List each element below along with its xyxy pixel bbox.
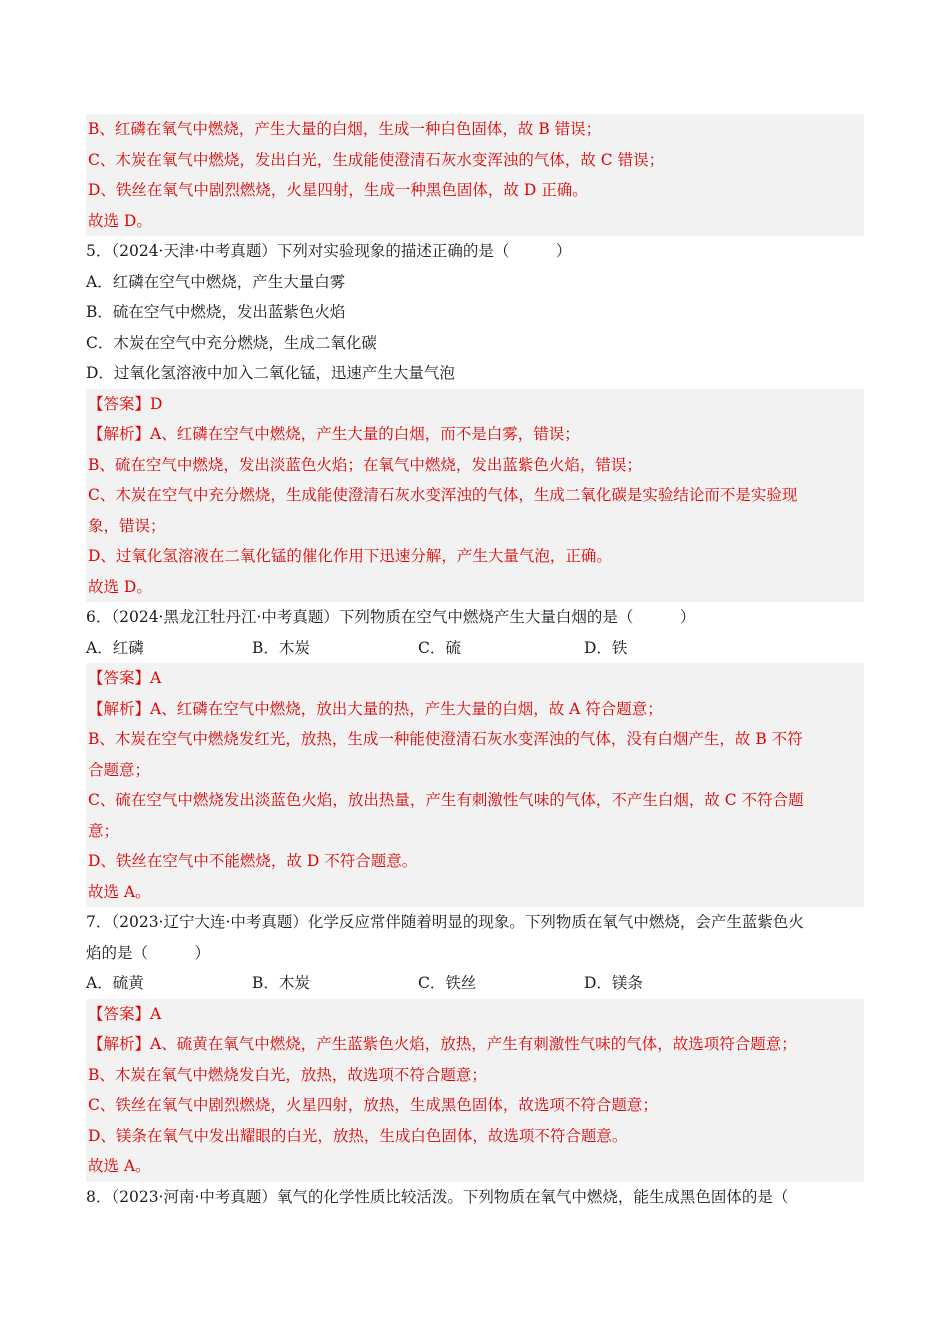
- analysis-line: C、硫在空气中燃烧发出淡蓝色火焰，放出热量，产生有刺激性气味的气体，不产生白烟，故 C 不符合题: [88, 791, 804, 809]
- option-b: B．木炭: [252, 974, 310, 992]
- question-stem: 6．（2024·黑龙江牡丹江·中考真题）下列物质在空气中燃烧产生大量白烟的是（ ）: [86, 608, 696, 626]
- options-row: [86, 968, 864, 999]
- analysis-line: 意；: [88, 821, 120, 840]
- option-b: B．木炭: [252, 638, 310, 657]
- analysis-conclusion: 故选 D。: [88, 577, 152, 596]
- option-a: A．硫黄: [86, 974, 144, 992]
- answer-block-5: [86, 389, 864, 603]
- analysis-conclusion: 故选 A。: [88, 882, 151, 901]
- analysis-conclusion: 故选 A。: [88, 1157, 151, 1175]
- analysis-line: D、过氧化氢溶液在二氧化锰的催化作用下迅速分解，产生大量气泡，正确。: [88, 547, 612, 565]
- analysis-line: B、木炭在氧气中燃烧发白光，放热，故选项不符合题意；: [88, 1065, 487, 1084]
- analysis-line: C、铁丝在氧气中剧烈燃烧，火星四射，放热，生成黑色固体，故选项不符合题意；: [88, 1096, 658, 1114]
- analysis-conclusion: 故选 D。: [88, 211, 152, 230]
- option-d: D．镁条: [584, 974, 643, 992]
- analysis-line: B、红磷在氧气中燃烧，产生大量的白烟，生成一种白色固体，故 B 错误；: [88, 120, 602, 138]
- option-c: C．木炭在空气中充分燃烧，生成二氧化碳: [86, 333, 377, 352]
- analysis-line: 象，错误；: [88, 516, 166, 535]
- question-stem-cont: 焰的是（ ）: [86, 943, 211, 962]
- analysis-line: C、木炭在空气中充分燃烧，生成能使澄清石灰水变浑浊的气体，生成二氧化碳是实验结论而不是实验现: [88, 486, 798, 504]
- question-stem: 5．（2024·天津·中考真题）下列对实验现象的描述正确的是（ ）: [86, 242, 572, 260]
- analysis-line: 【解析】A、硫黄在氧气中燃烧，产生蓝紫色火焰，放热，产生有刺激性气味的气体，故选项符合题意；: [88, 1035, 797, 1053]
- question-7: [86, 907, 864, 999]
- question-6: [86, 602, 864, 663]
- option-c: C．硫: [418, 638, 461, 657]
- analysis-line: 合题意；: [88, 760, 151, 779]
- analysis-line: D、铁丝在空气中不能燃烧，故 D 不符合题意。: [88, 852, 418, 870]
- answer-label: 【答案】A: [88, 669, 162, 687]
- answer-label: 【答案】A: [88, 1004, 162, 1023]
- document-content: [86, 114, 864, 1212]
- option-a: A．红磷: [86, 638, 144, 657]
- analysis-line: D、铁丝在氧气中剧烈燃烧，火星四射，生成一种黑色固体，故 D 正确。: [88, 181, 588, 199]
- question-stem: 8．（2023·河南·中考真题）氧气的化学性质比较活泼。下列物质在氧气中燃烧，能生成黑色固体的是（: [86, 1187, 789, 1206]
- analysis-line: C、木炭在氧气中燃烧，发出白光，生成能使澄清石灰水变浑浊的气体，故 C 错误；: [88, 150, 665, 169]
- analysis-line: D、镁条在氧气中发出耀眼的白光，放热，生成白色固体，故选项不符合题意。: [88, 1126, 628, 1145]
- answer-block-6: [86, 663, 864, 907]
- answer-label: 【答案】D: [88, 394, 163, 413]
- analysis-line: 【解析】A、红磷在空气中燃烧，产生大量的白烟，而不是白雾，错误；: [88, 425, 580, 443]
- answer-block-7: [86, 999, 864, 1182]
- option-c: C．铁丝: [418, 974, 477, 992]
- option-d: D．铁: [584, 638, 628, 657]
- analysis-line: 【解析】A、红磷在空气中燃烧，放出大量的热，产生大量的白烟，故 A 符合题意；: [88, 699, 663, 718]
- question-5: [86, 236, 864, 389]
- question-8: [86, 1182, 864, 1213]
- analysis-line: B、硫在空气中燃烧，发出淡蓝色火焰；在氧气中燃烧，发出蓝紫色火焰，错误；: [88, 455, 642, 474]
- analysis-line: B、木炭在空气中燃烧发红光，放热，生成一种能使澄清石灰水变浑浊的气体，没有白烟产生，故 B 不符: [88, 730, 803, 748]
- options-row: [86, 633, 864, 664]
- answer-block-previous: [86, 114, 864, 236]
- option-d: D．过氧化氢溶液中加入二氧化锰，迅速产生大量气泡: [86, 364, 455, 382]
- option-b: B．硫在空气中燃烧，发出蓝紫色火焰: [86, 303, 346, 321]
- question-stem: 7．（2023·辽宁大连·中考真题）化学反应常伴随着明显的现象。下列物质在氧气中燃烧，会产生蓝紫色火: [86, 913, 804, 931]
- option-a: A．红磷在空气中燃烧，产生大量白雾: [86, 272, 346, 291]
